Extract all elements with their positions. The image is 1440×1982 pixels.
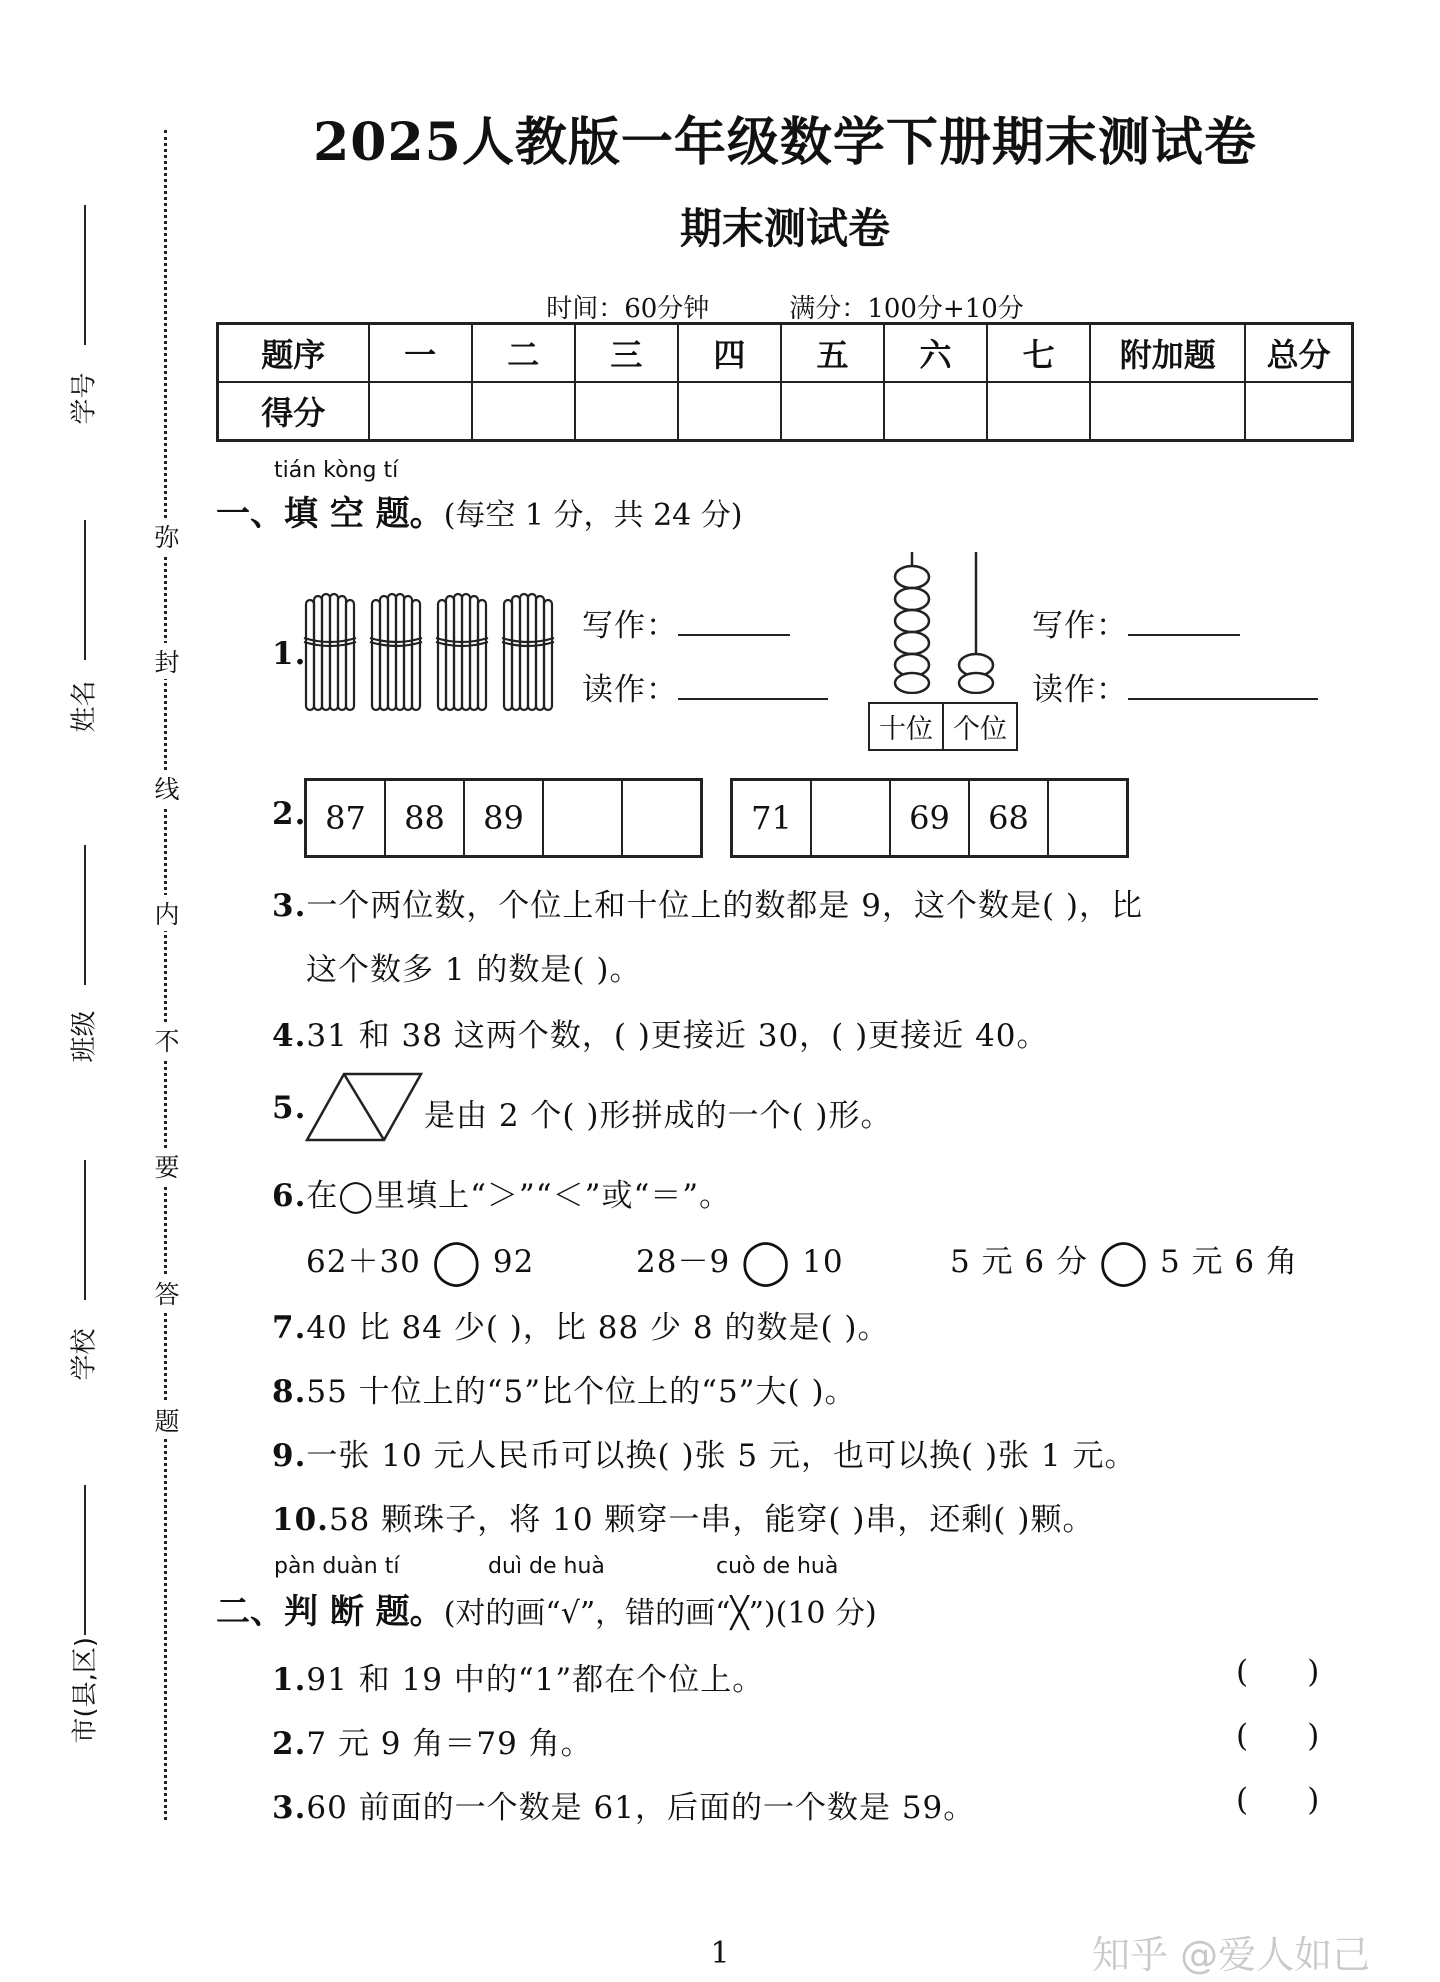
section2-note: (对的画“√”，错的画“╳”)(10 分) bbox=[443, 1596, 877, 1631]
sequence-cell: 68 bbox=[970, 781, 1049, 855]
sequence-blank-cell[interactable] bbox=[812, 781, 891, 855]
q6-left-expression: 5 元 6 分 bbox=[950, 1244, 1089, 1280]
number-sequence-b bbox=[730, 778, 1129, 858]
q1-write-b bbox=[1032, 600, 1240, 645]
tens-place-label: 十位 bbox=[870, 704, 944, 749]
table-header-cell: 六 bbox=[884, 324, 987, 383]
abacus-illustration bbox=[866, 552, 1016, 694]
school-line bbox=[84, 1160, 86, 1300]
q6-text: 在◯里填上“＞”“＜”或“＝”。 bbox=[306, 1178, 732, 1214]
q9-number: 9. bbox=[272, 1438, 307, 1474]
q2-number: 2. bbox=[272, 796, 307, 832]
seal-char: 弥 bbox=[150, 518, 184, 554]
read-label: 读作： bbox=[582, 672, 678, 708]
table-header-cell: 七 bbox=[987, 324, 1090, 383]
q6 bbox=[272, 1170, 731, 1215]
q9-text: 一张 10 元人民币可以换( )张 5 元，也可以换( )张 1 元。 bbox=[306, 1438, 1137, 1474]
seal-char: 封 bbox=[150, 643, 184, 679]
sequence-blank-cell[interactable] bbox=[623, 781, 700, 855]
answer-blank[interactable] bbox=[678, 668, 828, 700]
parallelogram-figure bbox=[304, 1070, 424, 1144]
q5 bbox=[272, 1090, 306, 1126]
city-line bbox=[84, 1485, 86, 1635]
seal-char: 不 bbox=[150, 1022, 184, 1058]
q5-text: 是由 2 个( )形拼成的一个( )形。 bbox=[424, 1098, 893, 1134]
score-cell[interactable] bbox=[884, 382, 987, 441]
judge-answer-box[interactable]: ( ) bbox=[1236, 1782, 1320, 1818]
q10 bbox=[272, 1494, 1094, 1539]
sequence-cell: 71 bbox=[733, 781, 812, 855]
sequence-cell: 69 bbox=[891, 781, 970, 855]
q10-text: 58 颗珠子，将 10 颗穿一串，能穿( )串，还剩( )颗。 bbox=[328, 1502, 1095, 1538]
q6-item-1 bbox=[306, 1236, 535, 1287]
q3-text-line1: 一个两位数，个位上和十位上的数都是 9，这个数是( )，比 bbox=[306, 888, 1143, 924]
answer-blank[interactable] bbox=[1128, 604, 1240, 636]
table-header-cell: 三 bbox=[575, 324, 678, 383]
q6-right-expression: 92 bbox=[492, 1244, 535, 1280]
write-label: 写作： bbox=[582, 608, 678, 644]
sequence-blank-cell[interactable] bbox=[544, 781, 623, 855]
score-cell[interactable] bbox=[1245, 382, 1352, 441]
seal-line bbox=[164, 130, 167, 1820]
score-cell[interactable] bbox=[781, 382, 884, 441]
q3-number: 3. bbox=[272, 888, 307, 924]
stick-bundle bbox=[502, 594, 554, 710]
section2-title: 二、判 断 题。 bbox=[216, 1592, 444, 1632]
seal-char: 内 bbox=[150, 895, 184, 931]
seal-char: 题 bbox=[150, 1402, 184, 1438]
section2-pinyin: cuò de huà bbox=[716, 1554, 839, 1579]
judge-number: 3. bbox=[272, 1790, 307, 1826]
table-header-cell: 五 bbox=[781, 324, 884, 383]
q6-item-2 bbox=[636, 1236, 844, 1287]
stick-bundles-illustration bbox=[298, 586, 562, 716]
table-header-cell: 一 bbox=[369, 324, 472, 383]
section2-heading bbox=[216, 1584, 877, 1633]
q6-left-expression: 62＋30 bbox=[306, 1244, 421, 1280]
q1-read-a bbox=[582, 664, 828, 709]
q10-number: 10. bbox=[272, 1502, 329, 1538]
score-cell[interactable] bbox=[1090, 382, 1245, 441]
q4-number: 4. bbox=[272, 1018, 307, 1054]
read-label: 读作： bbox=[1032, 672, 1128, 708]
name-label: 姓名 bbox=[69, 680, 100, 733]
sequence-cell: 87 bbox=[307, 781, 386, 855]
seal-char: 要 bbox=[150, 1148, 184, 1184]
q6-right-expression: 10 bbox=[802, 1244, 844, 1280]
judge-question bbox=[272, 1782, 975, 1827]
answer-blank[interactable] bbox=[678, 604, 790, 636]
page-subtitle: 期末测试卷 bbox=[679, 204, 890, 253]
q7-text: 40 比 84 少( )，比 88 少 8 的数是( )。 bbox=[306, 1310, 890, 1346]
student-id-line bbox=[84, 205, 86, 345]
judge-question bbox=[272, 1718, 593, 1763]
abacus-place-labels bbox=[868, 702, 1018, 751]
q3 bbox=[272, 880, 1143, 925]
school-label: 学校 bbox=[69, 1328, 100, 1381]
stick-bundle bbox=[304, 594, 356, 710]
q6-left-expression: 28－9 bbox=[636, 1244, 731, 1280]
table-header-cell: 题序 bbox=[218, 324, 369, 383]
q8-text: 55 十位上的“5”比个位上的“5”大( )。 bbox=[306, 1374, 857, 1410]
judge-answer-box[interactable]: ( ) bbox=[1236, 1718, 1320, 1754]
city-label: 市(县,区) bbox=[70, 1636, 101, 1744]
full-score: 满分：100分+10分 bbox=[789, 294, 1024, 324]
page-number: 1 bbox=[710, 1936, 730, 1971]
class-line bbox=[84, 845, 86, 985]
section1-title: 一、填 空 题。 bbox=[216, 494, 444, 534]
student-id-label: 学号 bbox=[69, 372, 100, 425]
page-title: 2025人教版一年级数学下册期末测试卷 bbox=[313, 112, 1257, 173]
q5-number: 5. bbox=[272, 1090, 307, 1126]
table-header-cell: 二 bbox=[472, 324, 575, 383]
q6-right-expression: 5 元 6 角 bbox=[1159, 1244, 1298, 1280]
answer-blank[interactable] bbox=[1128, 668, 1318, 700]
judge-text: 7 元 9 角＝79 角。 bbox=[306, 1726, 593, 1762]
q8-number: 8. bbox=[272, 1374, 307, 1410]
exam-info bbox=[200, 288, 1370, 325]
judge-question bbox=[272, 1654, 764, 1699]
table-header-cell: 四 bbox=[678, 324, 781, 383]
score-cell[interactable] bbox=[987, 382, 1090, 441]
score-table-header-row bbox=[218, 324, 1353, 383]
score-cell[interactable] bbox=[575, 382, 678, 441]
name-line bbox=[84, 520, 86, 660]
q8 bbox=[272, 1366, 857, 1411]
sequence-cell: 89 bbox=[465, 781, 544, 855]
class-label: 班级 bbox=[69, 1010, 100, 1063]
seal-char: 线 bbox=[150, 770, 184, 806]
judge-answer-box[interactable]: ( ) bbox=[1236, 1654, 1320, 1690]
score-cell[interactable] bbox=[678, 382, 781, 441]
sequence-cell: 88 bbox=[386, 781, 465, 855]
section2-pinyin: pàn duàn tí bbox=[274, 1554, 400, 1579]
q3-text-line2: 这个数多 1 的数是( )。 bbox=[306, 952, 642, 988]
score-cell[interactable] bbox=[369, 382, 472, 441]
q7 bbox=[272, 1302, 890, 1347]
write-label: 写作： bbox=[1032, 608, 1128, 644]
judge-text: 60 前面的一个数是 61，后面的一个数是 59。 bbox=[306, 1790, 976, 1826]
q7-number: 7. bbox=[272, 1310, 307, 1346]
section1-note: (每空 1 分，共 24 分) bbox=[443, 498, 743, 533]
sequence-blank-cell[interactable] bbox=[1049, 781, 1126, 855]
q9 bbox=[272, 1430, 1136, 1475]
number-sequence-a bbox=[304, 778, 703, 858]
seal-char: 答 bbox=[150, 1275, 184, 1311]
stick-bundle bbox=[370, 594, 422, 710]
q6-number: 6. bbox=[272, 1178, 307, 1214]
judge-number: 1. bbox=[272, 1662, 307, 1698]
q4 bbox=[272, 1010, 1049, 1055]
q6-item-3 bbox=[950, 1236, 1298, 1287]
compare-circle[interactable]: ◯ bbox=[431, 1236, 483, 1287]
section2-pinyin: duì de huà bbox=[488, 1554, 605, 1579]
watermark: 知乎 @爱人如己 bbox=[1092, 1933, 1371, 1977]
stick-bundle bbox=[436, 594, 488, 710]
score-cell[interactable] bbox=[472, 382, 575, 441]
compare-circle[interactable]: ◯ bbox=[741, 1236, 792, 1287]
compare-circle[interactable]: ◯ bbox=[1098, 1236, 1150, 1287]
q4-text: 31 和 38 这两个数，( )更接近 30，( )更接近 40。 bbox=[306, 1018, 1049, 1054]
judge-text: 91 和 19 中的“1”都在个位上。 bbox=[306, 1662, 765, 1698]
table-header-cell: 附加题 bbox=[1090, 324, 1245, 383]
score-table bbox=[216, 322, 1354, 442]
ones-place-label: 个位 bbox=[953, 714, 1007, 745]
score-table-score-row bbox=[218, 382, 1353, 441]
table-row-label: 得分 bbox=[218, 382, 369, 441]
section1-heading bbox=[216, 486, 743, 535]
judge-number: 2. bbox=[272, 1726, 307, 1762]
q1-number: 1. bbox=[272, 636, 307, 672]
q1-read-b bbox=[1032, 664, 1318, 709]
time-limit: 时间：60分钟 bbox=[546, 294, 710, 324]
section1-pinyin: tián kòng tí bbox=[274, 458, 399, 483]
table-header-cell: 总分 bbox=[1245, 324, 1352, 383]
q1-write-a bbox=[582, 600, 790, 645]
